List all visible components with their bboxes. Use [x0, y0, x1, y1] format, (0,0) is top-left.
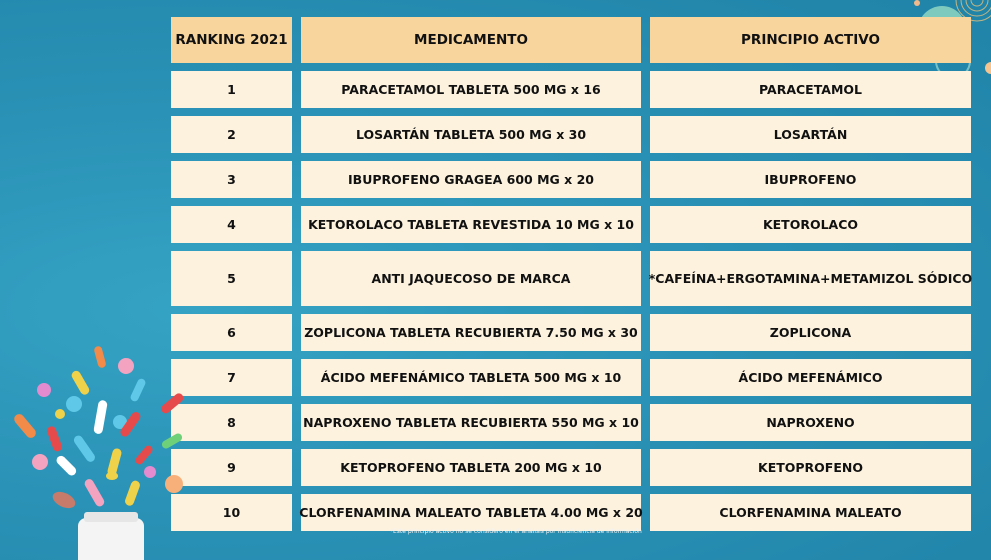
principio-cell: NAPROXENO — [650, 404, 971, 441]
principio-cell: KETOROLACO — [650, 206, 971, 243]
header-cell: MEDICAMENTO — [301, 17, 641, 63]
medicamento-cell: KETOPROFENO TABLETA 200 MG x 10 — [301, 449, 641, 486]
decorative-dot — [985, 62, 991, 74]
principio-cell: IBUPROFENO — [650, 161, 971, 198]
principio-cell: PARACETAMOL — [650, 71, 971, 108]
medicamento-cell: CLORFENAMINA MALEATO TABLETA 4.00 MG x 20 — [301, 494, 641, 531]
rank-cell: 5 — [171, 251, 292, 306]
principio-cell: ZOPLICONA — [650, 314, 971, 351]
rank-cell: 2 — [171, 116, 292, 153]
rank-cell: 9 — [171, 449, 292, 486]
header-cell: PRINCIPIO ACTIVO — [650, 17, 971, 63]
medicamento-cell: ÁCIDO MEFENÁMICO TABLETA 500 MG x 10 — [301, 359, 641, 396]
principio-cell: *CAFEÍNA+ERGOTAMINA+METAMIZOL SÓDICO — [650, 251, 971, 306]
decorative-dot-small — [914, 0, 920, 6]
medicamento-cell: IBUPROFENO GRAGEA 600 MG x 20 — [301, 161, 641, 198]
medicamento-cell: NAPROXENO TABLETA RECUBIERTA 550 MG x 10 — [301, 404, 641, 441]
medicamento-cell: ANTI JAQUECOSO DE MARCA — [301, 251, 641, 306]
rank-cell: 4 — [171, 206, 292, 243]
medicamento-cell: KETOROLACO TABLETA REVESTIDA 10 MG x 10 — [301, 206, 641, 243]
medicamento-cell: PARACETAMOL TABLETA 500 MG x 16 — [301, 71, 641, 108]
header-cell: RANKING 2021 — [171, 17, 292, 63]
medicamento-cell: LOSARTÁN TABLETA 500 MG x 30 — [301, 116, 641, 153]
footnote: *Este principio activo no se consideró en el análisis por insuficiencia de información — [390, 528, 642, 535]
rank-cell: 7 — [171, 359, 292, 396]
pills-and-bottle-icon — [0, 330, 200, 560]
medicamento-cell: ZOPLICONA TABLETA RECUBIERTA 7.50 MG x 30 — [301, 314, 641, 351]
principio-cell: LOSARTÁN — [650, 116, 971, 153]
rank-cell: 3 — [171, 161, 292, 198]
principio-cell: CLORFENAMINA MALEATO — [650, 494, 971, 531]
rank-cell: 10 — [171, 494, 292, 531]
rank-cell: 1 — [171, 71, 292, 108]
principio-cell: ÁCIDO MEFENÁMICO — [650, 359, 971, 396]
rank-cell: 8 — [171, 404, 292, 441]
rank-cell: 6 — [171, 314, 292, 351]
principio-cell: KETOPROFENO — [650, 449, 971, 486]
